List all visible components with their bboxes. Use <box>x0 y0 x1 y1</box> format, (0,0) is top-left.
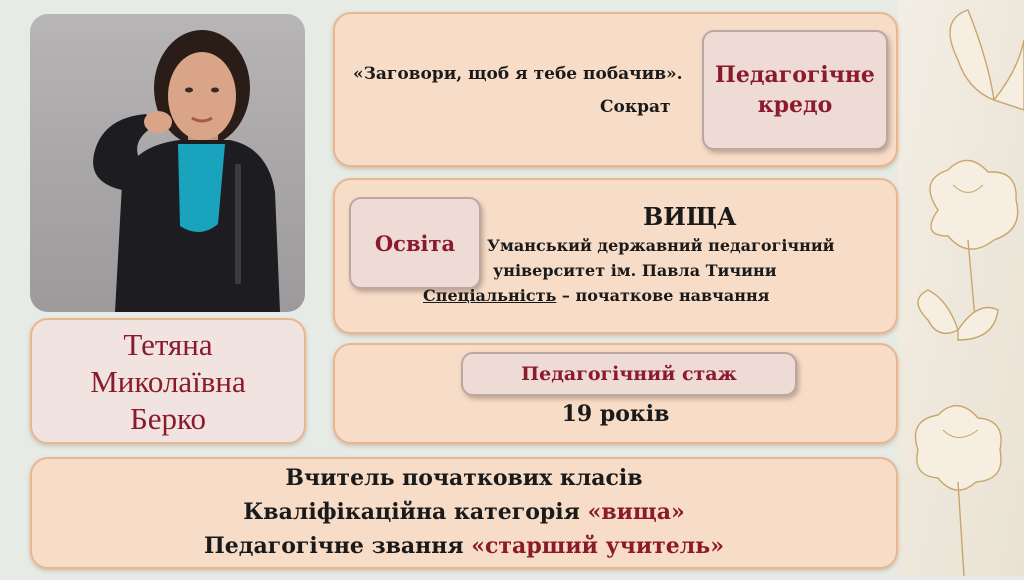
rank-value: «старший учитель» <box>471 533 724 559</box>
university-line-2: університет ім. Павла Тичини <box>493 261 777 280</box>
name-panel <box>30 318 306 444</box>
education-tag: Освіта <box>349 197 481 289</box>
experience-panel <box>333 343 898 444</box>
category-line <box>32 499 896 525</box>
experience-tag: Педагогічний стаж <box>461 352 797 396</box>
specialty <box>423 286 769 305</box>
position-line: Вчитель початкових класів <box>285 465 643 491</box>
credo-quote: «Заговори, щоб я тебе побачив». <box>353 64 683 84</box>
name-patronymic: Миколаївна <box>90 364 246 399</box>
rank-line <box>32 533 896 559</box>
credo-author: Сократ <box>600 97 671 117</box>
floral-decoration <box>898 0 1024 576</box>
portrait-photo <box>30 14 305 312</box>
info-panel <box>30 457 898 569</box>
specialty-label: Спеціальність <box>423 286 557 305</box>
rank-label: Педагогічне звання <box>204 533 472 559</box>
category-value: «вища» <box>587 499 685 525</box>
category-label: Кваліфікаційна категорія <box>243 499 588 525</box>
specialty-value: – початкове навчання <box>556 286 770 305</box>
teacher-name <box>32 326 304 437</box>
credo-tag: Педагогічне кредо <box>702 30 888 150</box>
name-first: Тетяна <box>123 327 213 362</box>
education-level: ВИЩА <box>643 202 737 231</box>
name-surname: Берко <box>129 401 207 436</box>
experience-years: 19 років <box>561 401 670 427</box>
portrait-illustration <box>30 14 305 312</box>
education-panel <box>333 178 898 334</box>
flower-butterfly-icon <box>898 0 1024 576</box>
university-line-1: Уманський державний педагогічний <box>487 236 835 255</box>
credo-panel <box>333 12 898 167</box>
